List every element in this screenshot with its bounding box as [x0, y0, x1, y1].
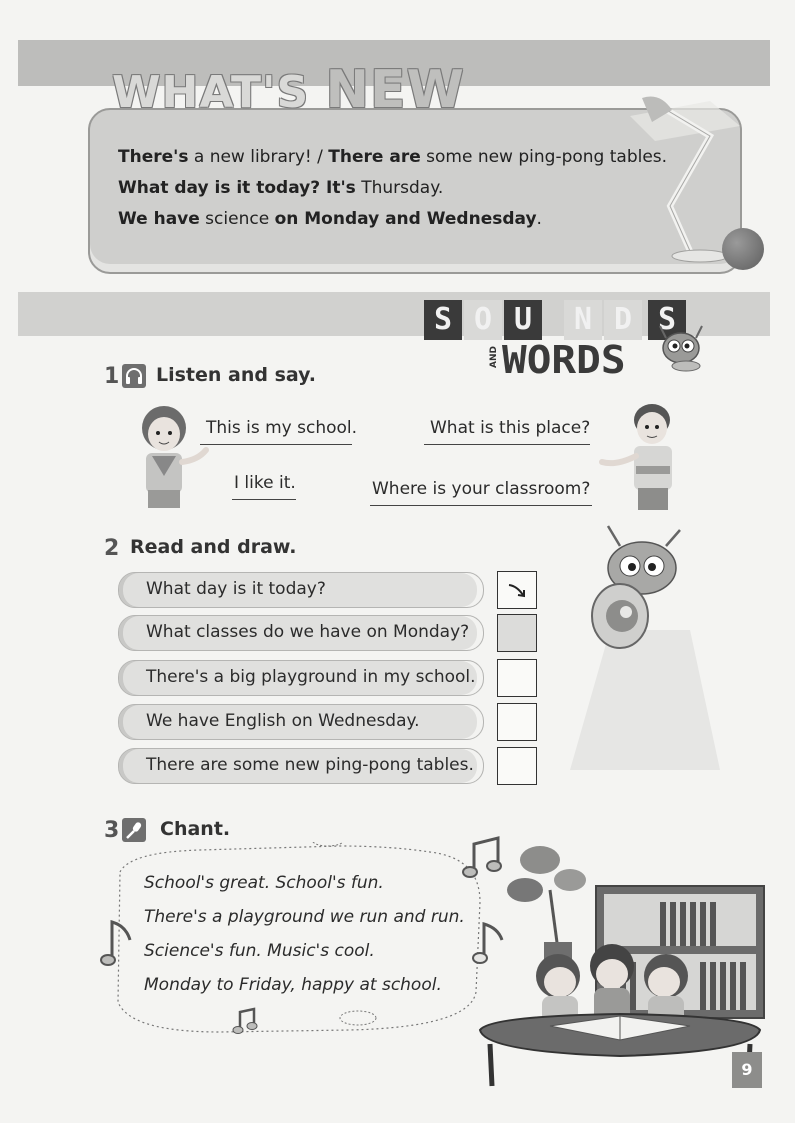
- grammar-line: [118, 208, 542, 230]
- logo-letter: D: [604, 300, 642, 340]
- chant-line: School's great. School's fun.: [144, 873, 384, 893]
- chant-line: Monday to Friday, happy at school.: [144, 975, 442, 995]
- grammar-line: [118, 146, 667, 168]
- page-number: 9: [732, 1052, 762, 1088]
- music-note-icon: [100, 914, 134, 968]
- grammar-run: .: [536, 209, 542, 229]
- speech-underline: [424, 444, 590, 445]
- question-text: There's a big playground in my school.: [146, 667, 476, 687]
- grammar-run: some new ping-pong tables.: [420, 147, 668, 167]
- grammar-run: There's: [118, 147, 189, 167]
- question-text: What day is it today?: [146, 579, 326, 599]
- kids-reading-illustration: [470, 830, 770, 1090]
- chant-line: There's a playground we run and run.: [144, 907, 465, 927]
- answer-box[interactable]: [497, 747, 537, 785]
- question-text: What classes do we have on Monday?: [146, 622, 470, 642]
- grammar-run: We have: [118, 209, 200, 229]
- grammar-run: on Monday and Wednesday: [274, 209, 537, 229]
- girl-speech-line: This is my school.: [206, 418, 358, 438]
- robot-mascot-small-icon: [656, 318, 706, 374]
- boy-illustration: [596, 396, 686, 516]
- logo-letter: U: [504, 300, 542, 340]
- music-note-icon: [232, 1006, 260, 1036]
- section-3-number: 3: [104, 818, 120, 843]
- lamp-ball-decoration: [722, 228, 764, 270]
- section-1-number: 1: [104, 364, 120, 389]
- grammar-run: a new library! /: [188, 147, 329, 167]
- boy-speech-line: Where is your classroom?: [372, 479, 591, 499]
- logo-and-text: AND: [489, 346, 499, 368]
- speech-underline: [200, 444, 352, 445]
- headphones-icon: [122, 364, 146, 388]
- section-2-number: 2: [104, 536, 120, 561]
- question-text: We have English on Wednesday.: [146, 711, 420, 731]
- speech-underline: [370, 505, 592, 506]
- whats-new-title-suffix: NEW: [325, 60, 465, 120]
- section-3-title: Chant.: [160, 818, 231, 840]
- grammar-run: There are: [328, 147, 421, 167]
- answer-box[interactable]: [497, 571, 537, 609]
- chant-cloud-border: [100, 842, 495, 1034]
- whats-new-title: [112, 60, 465, 120]
- boy-speech-line: What is this place?: [430, 418, 591, 438]
- answer-box[interactable]: [497, 703, 537, 741]
- arrow-down-right-icon: [498, 572, 536, 608]
- microphone-icon: [122, 818, 146, 842]
- section-1-title: Listen and say.: [156, 364, 317, 386]
- answer-box[interactable]: [497, 659, 537, 697]
- girl-speech-line: I like it.: [234, 473, 296, 493]
- grammar-run: Thursday.: [355, 178, 444, 198]
- logo-words-text: WORDS: [502, 338, 626, 382]
- answer-box[interactable]: [497, 614, 537, 652]
- grammar-line: [118, 177, 443, 199]
- question-text: There are some new ping-pong tables.: [146, 755, 474, 775]
- logo-letter: S: [424, 300, 462, 340]
- girl-illustration: [126, 398, 216, 518]
- logo-letter: S: [648, 300, 686, 340]
- robot-projector-illustration: [570, 520, 720, 770]
- chant-line: Science's fun. Music's cool.: [144, 941, 375, 961]
- section-2-title: Read and draw.: [130, 536, 297, 558]
- logo-letter: O: [464, 300, 502, 340]
- whats-new-title-prefix: WHAT'S: [112, 67, 310, 118]
- logo-letter: N: [564, 300, 602, 340]
- grammar-run: science: [199, 209, 275, 229]
- speech-underline: [232, 499, 296, 500]
- grammar-run: What day is it today? It's: [118, 178, 356, 198]
